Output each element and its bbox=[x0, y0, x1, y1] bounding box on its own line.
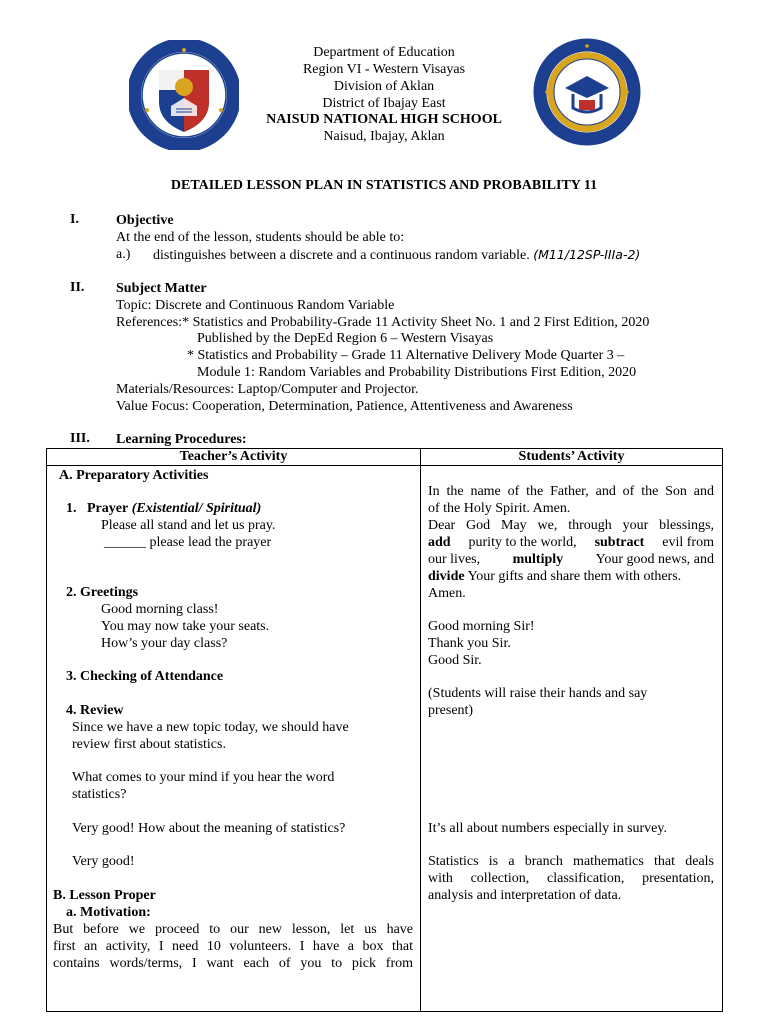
motivation-line-1: But before we proceed to our new lesson, let us have bbox=[53, 922, 413, 937]
subject-topic: Topic: Discrete and Continuous Random Variable bbox=[116, 298, 395, 313]
attendance-heading: 3. Checking of Attendance bbox=[66, 669, 224, 684]
header-address: Naisud, Ibajay, Aklan bbox=[323, 129, 445, 144]
student-prayer-line-4-end: evil from bbox=[662, 535, 714, 550]
greetings-line-1: Good morning class! bbox=[101, 602, 219, 617]
students-activity-cell bbox=[421, 466, 723, 1012]
subject-heading: Subject Matter bbox=[116, 281, 207, 296]
student-prayer-amen: Amen. bbox=[428, 586, 466, 601]
subject-value-focus: Value Focus: Cooperation, Determination, Patience, Attentiveness and Awareness bbox=[116, 399, 573, 414]
word-divide: divide bbox=[428, 569, 465, 584]
review-line-3: What comes to your mind if you hear the word bbox=[72, 770, 335, 785]
student-prayer-line-5 bbox=[428, 551, 714, 568]
greetings-line-2: You may now take your seats. bbox=[101, 619, 270, 634]
motivation-line-3: contains words/terms, I want each of you to pick from bbox=[53, 956, 413, 971]
header-division: Division of Aklan bbox=[333, 79, 435, 94]
student-prayer-line-1: In the name of the Father, and of the Son and bbox=[428, 484, 714, 499]
review-line-6: Very good! bbox=[72, 854, 135, 869]
student-review-answer: It’s all about numbers especially in survey. bbox=[428, 821, 667, 836]
review-heading: 4. Review bbox=[66, 703, 124, 718]
review-line-2: review first about statistics. bbox=[72, 737, 226, 752]
motivation-heading: a. Motivation: bbox=[66, 905, 151, 920]
subject-reference-2-module: Module 1: Random Variables and Probability Distributions First Edition, 2020 bbox=[197, 365, 637, 380]
teacher-activity-header: Teacher’s Activity bbox=[47, 449, 421, 466]
document-title: DETAILED LESSON PLAN IN STATISTICS AND PROBABILITY 11 bbox=[170, 178, 598, 193]
objective-intro: At the end of the lesson, students should be able to: bbox=[116, 230, 405, 245]
review-line-4: statistics? bbox=[72, 787, 127, 802]
prayer-tag: (Existential/ Spiritual) bbox=[131, 501, 262, 516]
header-region: Region VI - Western Visayas bbox=[302, 62, 466, 77]
word-subtract: subtract bbox=[594, 535, 645, 550]
procedures-heading: Learning Procedures: bbox=[116, 432, 247, 447]
student-prayer-line-4 bbox=[428, 534, 714, 551]
section-number-objective: I. bbox=[70, 212, 79, 227]
motivation-line-2: first an activity, I need 10 volunteers. I have a box that bbox=[53, 939, 413, 954]
word-multiply: multiply bbox=[512, 552, 564, 567]
student-prayer-line-5-end: Your good news, and bbox=[595, 552, 714, 567]
objective-heading: Objective bbox=[116, 213, 174, 228]
prayer-line-1: Please all stand and let us pray. bbox=[101, 518, 276, 533]
student-prayer-line-6-end: Your gifts and share them with others. bbox=[467, 569, 682, 584]
subject-materials: Materials/Resources: Laptop/Computer and Projector. bbox=[116, 382, 419, 397]
student-statistics-line-3: analysis and interpretation of data. bbox=[428, 888, 622, 903]
review-line-1: Since we have a new topic today, we should have bbox=[72, 720, 349, 735]
greetings-line-3: How’s your day class? bbox=[101, 636, 228, 651]
student-prayer-line-5-start: our lives, bbox=[428, 552, 481, 567]
header-district: District of Ibajay East bbox=[322, 96, 446, 111]
student-statistics-line-2: with collection, classification, presentation, bbox=[428, 871, 714, 886]
student-prayer-line-4-mid: purity to the world, bbox=[468, 535, 577, 550]
prayer-heading bbox=[66, 500, 261, 517]
header-school-name: NAISUD NATIONAL HIGH SCHOOL bbox=[266, 112, 502, 127]
student-attendance-line-1: (Students will raise their hands and say bbox=[428, 686, 648, 701]
student-attendance-line-2: present) bbox=[428, 703, 474, 718]
prayer-title: Prayer bbox=[87, 501, 129, 516]
lesson-proper-heading: B. Lesson Proper bbox=[53, 888, 156, 903]
review-line-5: Very good! How about the meaning of statistics? bbox=[72, 821, 346, 836]
prayer-line-2: ______ please lead the prayer bbox=[104, 535, 272, 550]
student-greeting-2: Thank you Sir. bbox=[428, 636, 511, 651]
greetings-heading: 2. Greetings bbox=[66, 585, 139, 600]
section-number-subject: II. bbox=[70, 280, 85, 295]
preparatory-activities-heading: A. Preparatory Activities bbox=[59, 468, 209, 483]
lesson-procedures-table bbox=[46, 448, 723, 1012]
student-greeting-3: Good Sir. bbox=[428, 653, 482, 668]
objective-item-label: a.) bbox=[116, 247, 131, 262]
competency-code: (M11/12SP-IIIa-2) bbox=[533, 247, 641, 262]
student-statistics-line-1: Statistics is a branch mathematics that deals bbox=[428, 854, 714, 869]
students-activity-header: Students’ Activity bbox=[421, 449, 723, 466]
subject-reference-1: References:* Statistics and Probability-Grade 11 Activity Sheet No. 1 and 2 First Edition, 2020 bbox=[116, 315, 650, 330]
student-prayer-line-6 bbox=[428, 568, 681, 585]
student-prayer-line-2: of the Holy Spirit. Amen. bbox=[428, 501, 571, 516]
section-number-procedures: III. bbox=[70, 431, 90, 446]
word-add: add bbox=[428, 535, 451, 550]
subject-reference-1-publisher: Published by the DepEd Region 6 – Western Visayas bbox=[197, 331, 494, 346]
student-prayer-line-3: Dear God May we, through your blessings, bbox=[428, 518, 714, 533]
subject-reference-2: * Statistics and Probability – Grade 11 Alternative Delivery Mode Quarter 3 – bbox=[187, 348, 625, 363]
objective-item-text bbox=[153, 246, 640, 264]
header-department: Department of Education bbox=[313, 45, 455, 60]
objective-item-description: distinguishes between a discrete and a continuous random variable. bbox=[153, 248, 530, 263]
student-greeting-1: Good morning Sir! bbox=[428, 619, 535, 634]
prayer-number: 1. bbox=[66, 501, 77, 516]
teacher-activity-cell bbox=[47, 466, 421, 1012]
